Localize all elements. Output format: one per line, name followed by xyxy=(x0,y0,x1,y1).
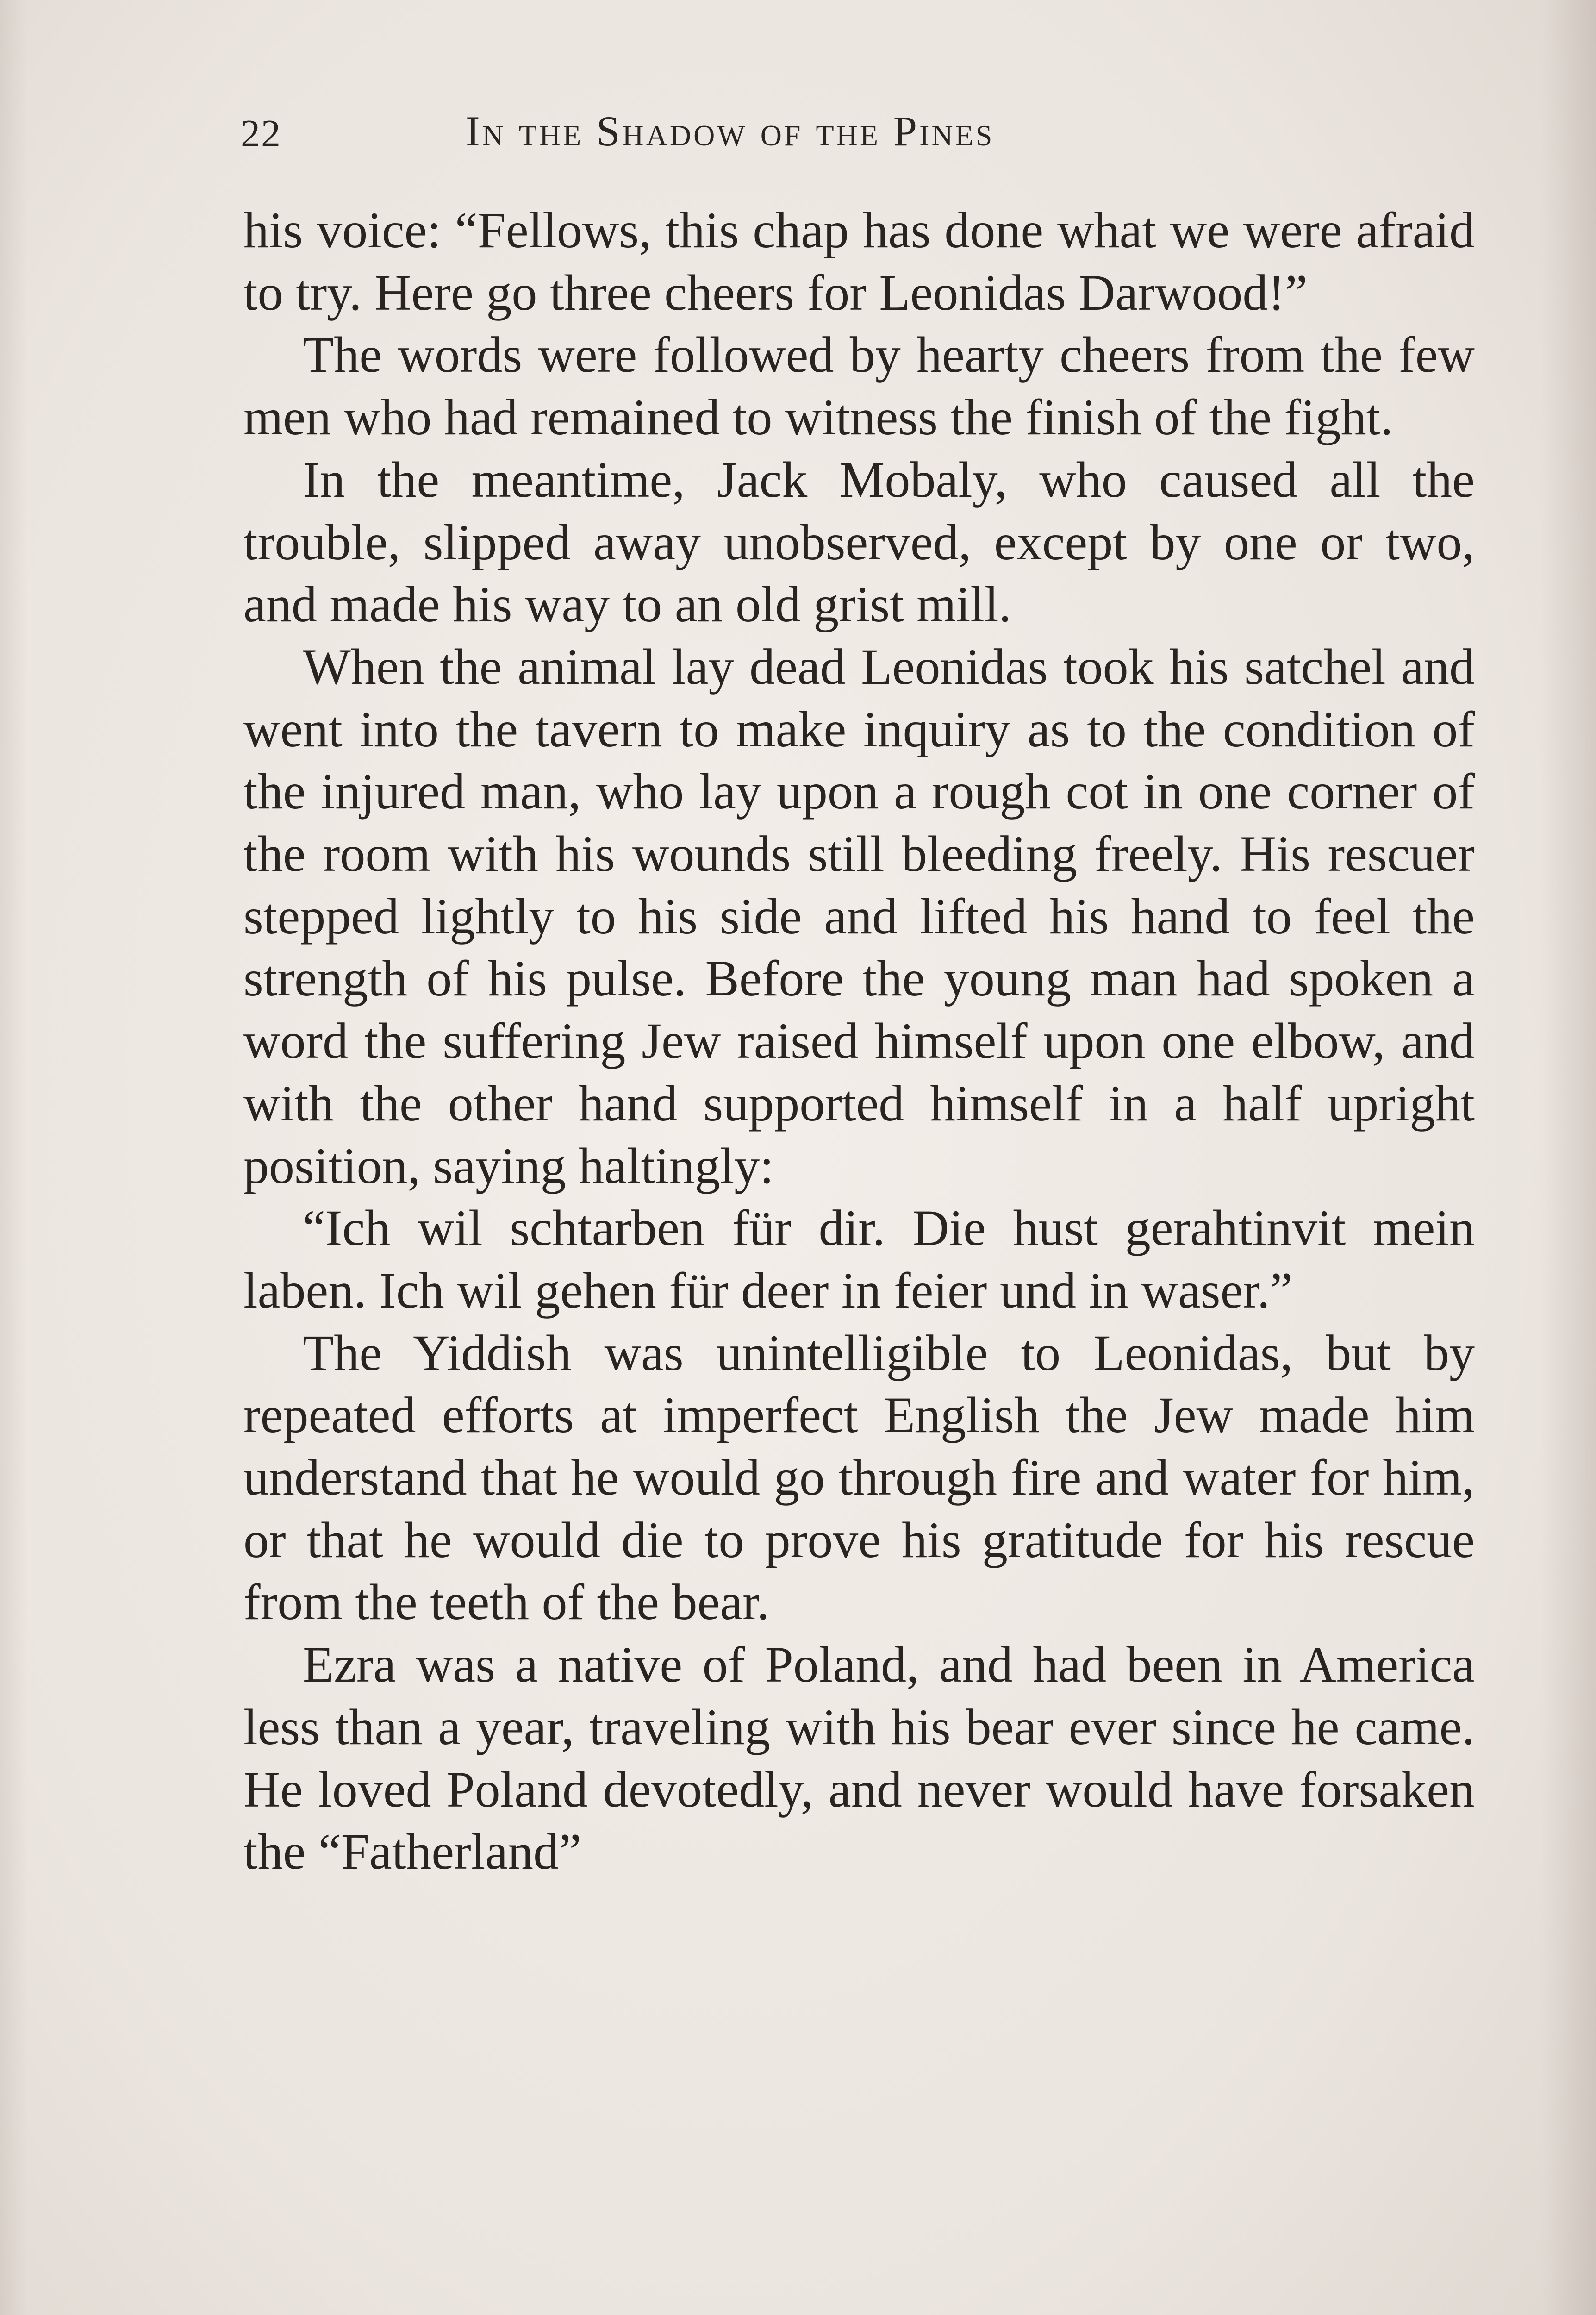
page-number: 22 xyxy=(241,112,281,155)
paragraph: his voice: “Fellows, this chap has done what we were afraid to try. Here go three cheers for Leonidas Darwood!” xyxy=(243,202,1475,321)
paragraph: The words were followed by hearty cheers from the few men who had remained to witness the finish of the fight. xyxy=(243,326,1475,446)
paragraph: The Yiddish was unintelligible to Leonidas, but by repeated efforts at imperfect English the Jew made him understand that he would go through fire and water for him, or that he would die to prove his gratitude for his rescue from the teeth of the bear. xyxy=(243,1324,1475,1631)
running-head xyxy=(241,106,1476,167)
paragraph: When the animal lay dead Leonidas took his satchel and went into the tavern to make inquiry as to the condition of the injured man, who lay upon a rough cot in one corner of the room with his wounds still bleeding freely. His rescuer stepped lightly to his side and lifted his hand to feel the strength of his pulse. Before the young man had spoken a word the suffering Jew raised himself upon one elbow, and with the other hand supported himself in a half upright position, saying haltingly: xyxy=(243,638,1475,1194)
running-title: In the Shadow of the Pines xyxy=(466,107,995,155)
paragraph: “Ich wil schtarben für dir. Die hust gerahtinvit mein laben. Ich wil gehen für deer in feier und in waser.” xyxy=(243,1200,1475,1319)
body-text xyxy=(243,199,1475,1883)
paragraph: In the meantime, Jack Mobaly, who caused all the trouble, slipped away unobserved, except by one or two, and made his way to an old grist mill. xyxy=(243,451,1475,633)
paragraph: Ezra was a native of Poland, and had been in America less than a year, traveling with his bear ever since he came. He loved Poland devotedly, and never would have forsaken the “Fatherland” xyxy=(243,1636,1475,1880)
